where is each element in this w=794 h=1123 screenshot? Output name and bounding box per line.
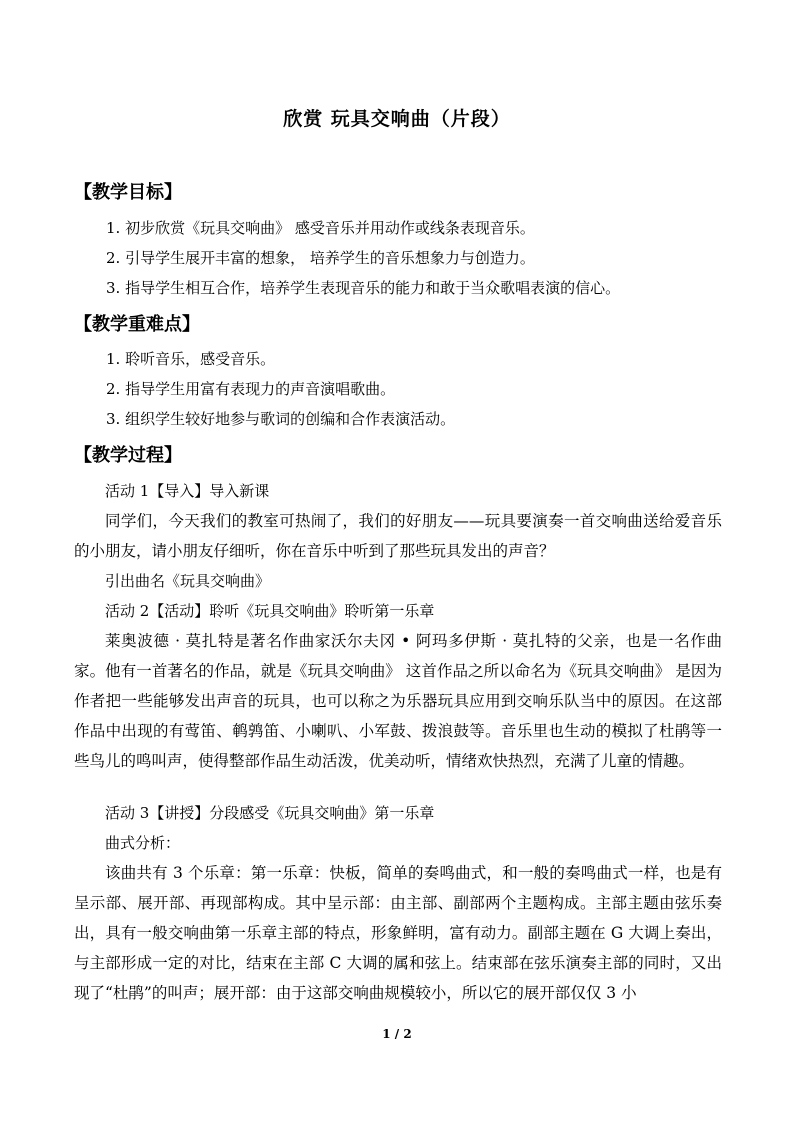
- goal-item-2: 2. 引导学生展开丰富的想象， 培养学生的音乐想象力与创造力。: [106, 249, 535, 267]
- form-analysis-label: 曲式分析：: [105, 834, 181, 852]
- keypoint-item-1: 1. 聆听音乐，感受音乐。: [106, 350, 276, 368]
- keypoint-item-2: 2. 指导学生用富有表现力的声音演唱歌曲。: [106, 380, 396, 398]
- activity-3-heading: 活动 3【讲授】分段感受《玩具交响曲》第一乐章: [105, 804, 435, 822]
- activity-2-heading: 活动 2【活动】聆听《玩具交响曲》聆听第一乐章: [105, 602, 435, 620]
- document-title: 欣赏 玩具交响曲（片段）: [283, 108, 511, 130]
- section-heading-process: 【教学过程】: [74, 445, 182, 466]
- goal-item-3: 3. 指导学生相互合作，培养学生表现音乐的能力和敢于当众歌唱表演的信心。: [106, 279, 621, 297]
- paragraph-background: 莱奥波德 · 莫扎特是著名作曲家沃尔夫冈 • 阿玛多伊斯 · 莫扎特的父亲，也是一名作曲家。他有一首著名的作品，就是《玩具交响曲》 这首作品之所以命名为《玩具交响曲》 是因为作者把一些能够发出声音的玩具，也可以称之为乐器玩具应用到交响乐队当中的原因。在这部作品中出现的有莺笛、鹌鹑笛、小喇叭、小军鼓、拨浪鼓等。音乐里也生动的模拟了杜鹃等一些鸟儿的鸣叫声，使得整部作品生动活泼，优美动听，情绪欢快热烈，充满了儿童的情趣。: [74, 632, 722, 770]
- page-number: 1 / 2: [382, 1027, 412, 1041]
- section-heading-keypoints: 【教学重难点】: [74, 314, 200, 335]
- title-line: 引出曲名《玩具交响曲》: [105, 572, 271, 590]
- paragraph-intro: 同学们，今天我们的教室可热闹了，我们的好朋友——玩具要演奏一首交响曲送给爱音乐的小朋友，请小朋友仔细听，你在音乐中听到了那些玩具发出的声音？: [74, 512, 722, 560]
- section-heading-goals: 【教学目标】: [74, 182, 182, 203]
- activity-1-heading: 活动 1【导入】导入新课: [105, 482, 270, 500]
- goal-item-1: 1. 初步欣赏《玩具交响曲》 感受音乐并用动作或线条表现音乐。: [106, 219, 535, 237]
- keypoint-item-3: 3. 组织学生较好地参与歌词的创编和合作表演活动。: [106, 410, 456, 428]
- paragraph-analysis: 该曲共有 3 个乐章：第一乐章：快板，简单的奏鸣曲式，和一般的奏鸣曲式一样，也是有呈示部、展开部、再现部构成。其中呈示部：由主部、副部两个主题构成。主部主题由弦乐奏出，具有一般交响曲第一乐章主部的特点，形象鲜明，富有动力。副部主题在 G 大调上奏出，与主部形成一定的对比，结束在主部 C 大调的属和弦上。结束部在弦乐演奏主部的同时，又出现了“杜鹃”的叫声；展开部：由于这部交响曲规模较小，所以它的展开部仅仅 3 小: [74, 864, 722, 1002]
